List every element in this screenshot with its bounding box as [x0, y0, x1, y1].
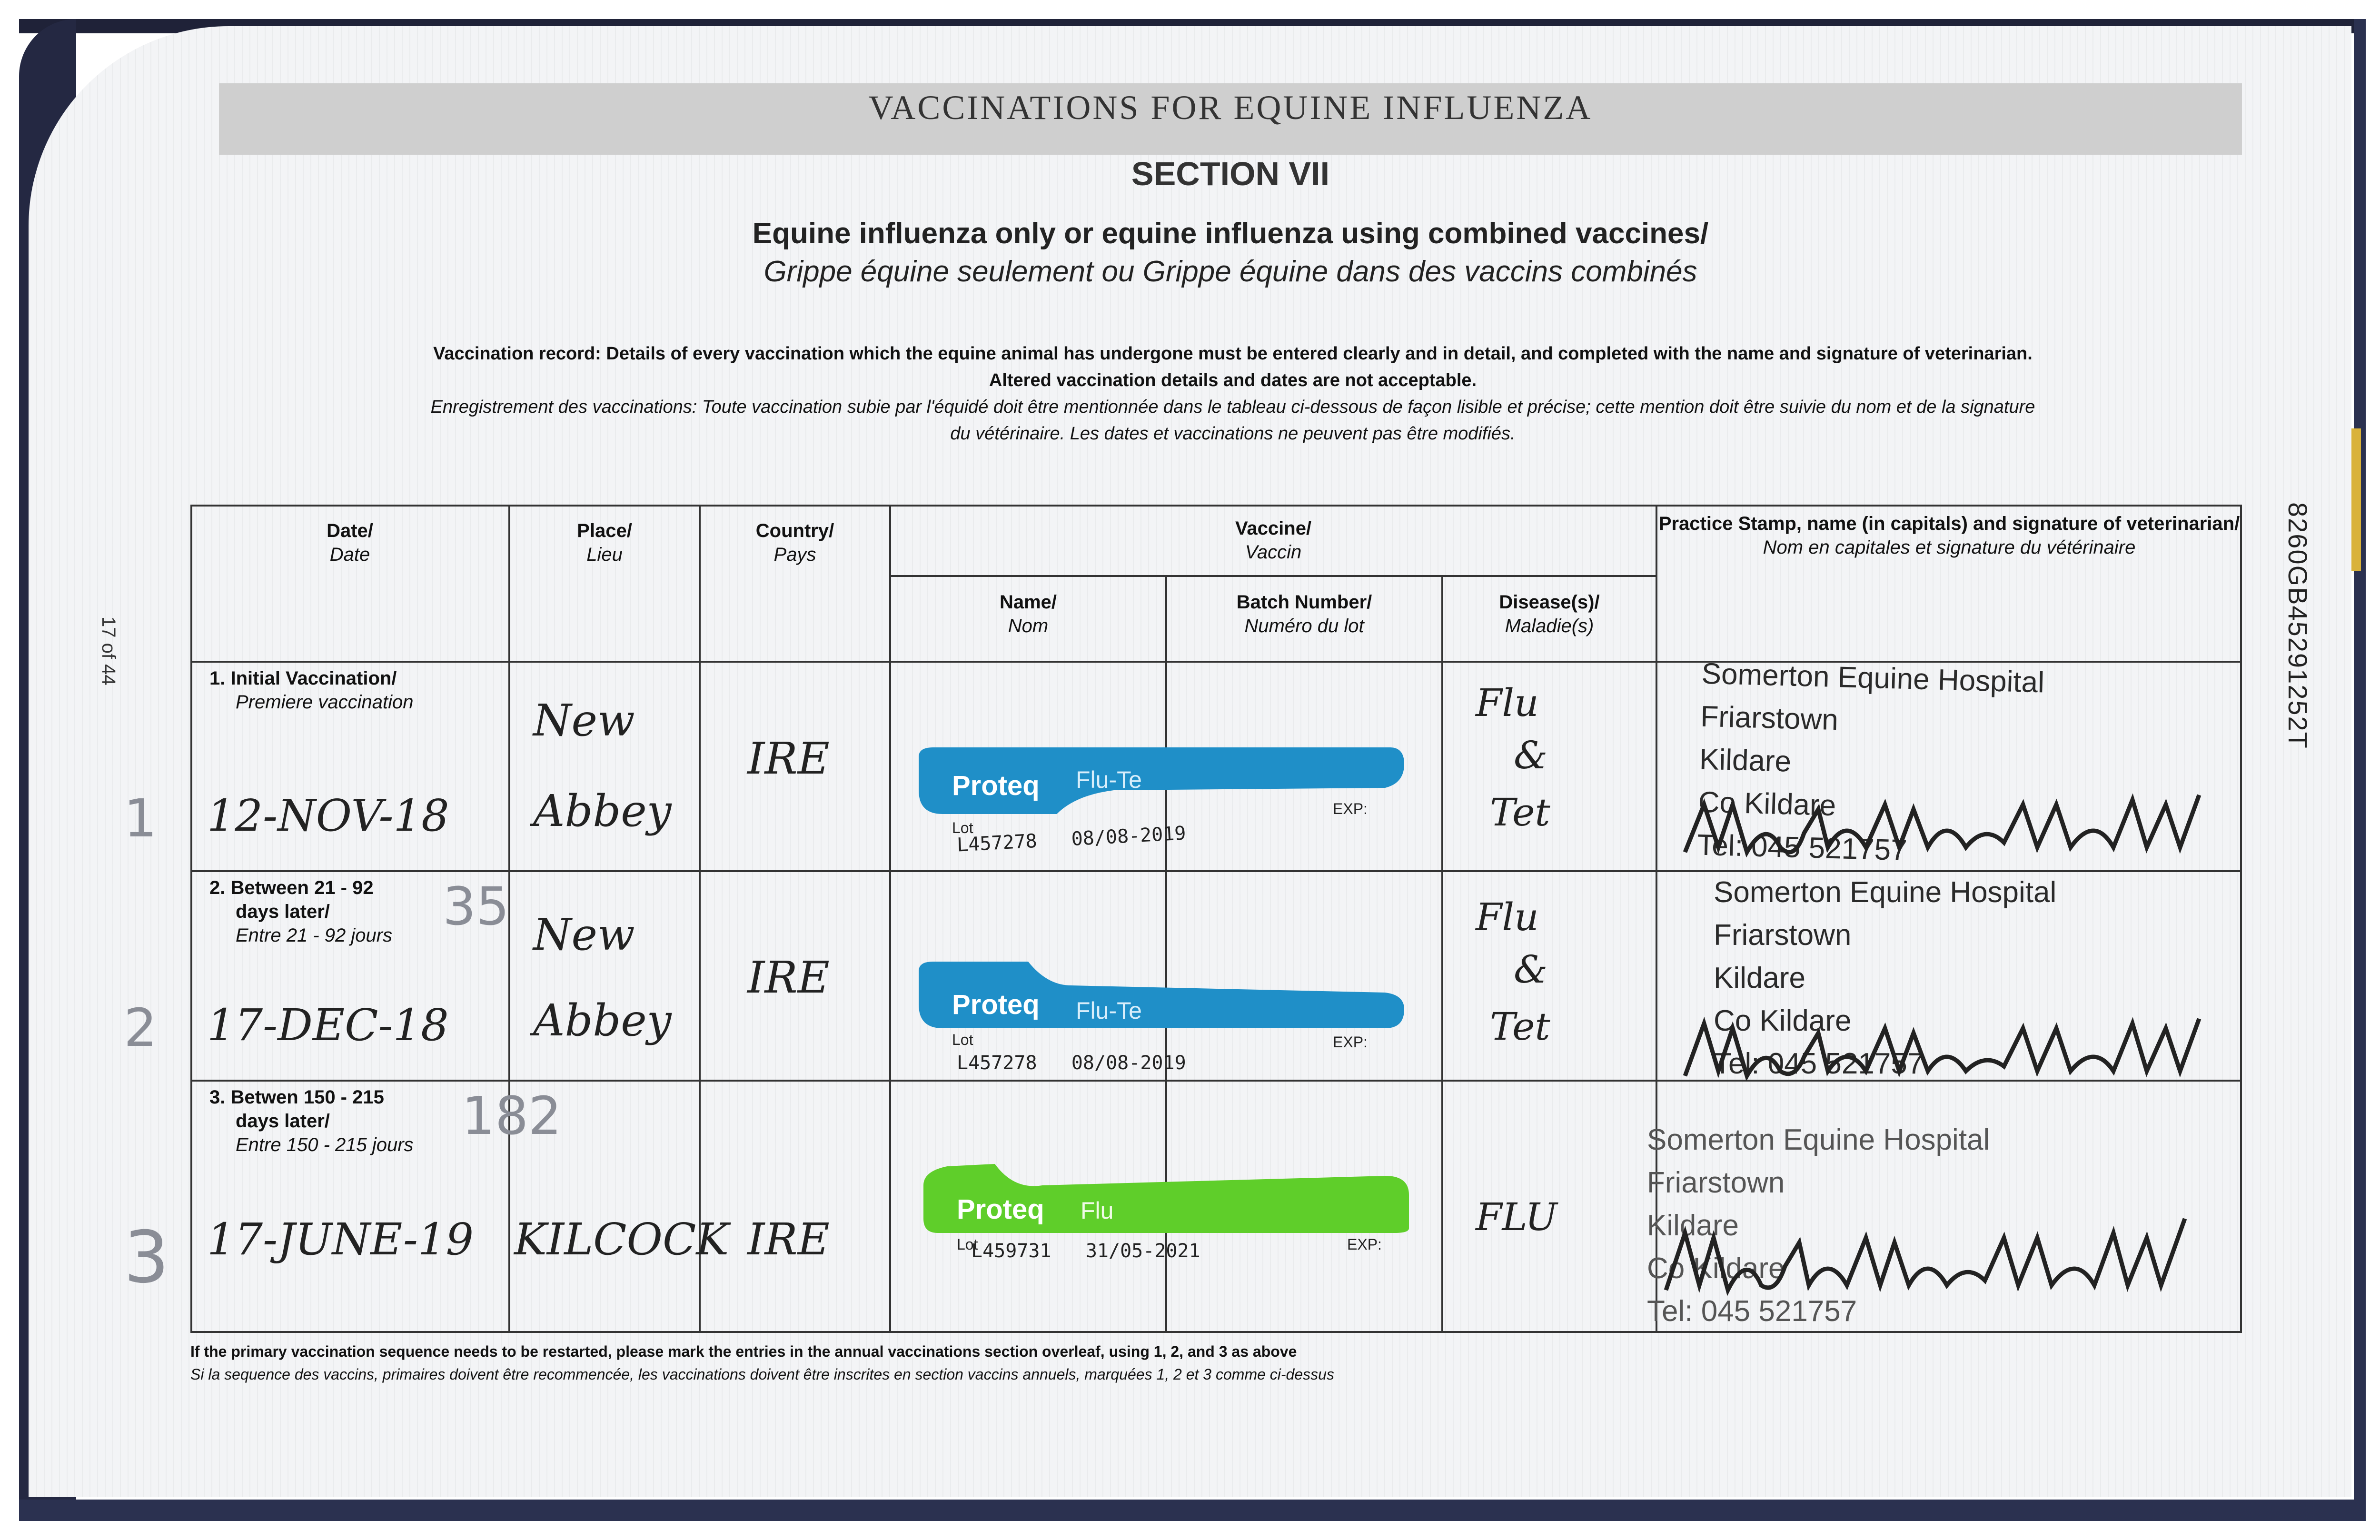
instructions-fr-line1: Enregistrement des vaccinations: Toute vaccination subie par l'équidé doit être mentionnée dans le tableau ci-dessous de façon lisible et précise; cette mention doit être suivie du nom et de la signature: [430, 397, 2035, 417]
row-2-sticker-lot-label: Lot: [952, 1031, 973, 1048]
instructions-en-line1: Vaccination record: Details of every vaccination which the equine animal has undergone must be entered clearly and in detail, and completed with the name and signature of veterinarian.: [433, 344, 2033, 364]
row-3-label-fr: Entre 150 - 215 jours: [236, 1134, 414, 1155]
binder-edge-bottom: [19, 1500, 2366, 1521]
column-country-en: Country/: [755, 520, 834, 541]
column-vaccine: [890, 517, 1656, 564]
row-3-stamp-line2: Friarstown: [1647, 1166, 1785, 1199]
row-2-label-fr: Entre 21 - 92 jours: [236, 925, 393, 946]
row-2-date: 17-DEC-18: [207, 1000, 449, 1051]
row-2-place-line1: New: [533, 909, 635, 960]
row-3-lot-number: L459731: [971, 1240, 1051, 1262]
row-3-sticker-product: Flu: [1081, 1197, 1114, 1224]
row-2-stamp-line5: Tel: 045 521757: [1714, 1047, 1924, 1080]
row-3-label-en-a: 3. Betwen 150 - 215: [209, 1087, 384, 1108]
row-1-label-fr: Premiere vaccination: [236, 692, 414, 713]
row-3-country: IRE: [747, 1214, 830, 1265]
row-2-label-en-a: 2. Between 21 - 92: [209, 877, 374, 898]
vaccination-table: [190, 505, 2242, 1333]
column-batch-en: Batch Number/: [1236, 592, 1372, 613]
row-2-disease-line2: &: [1514, 947, 1548, 992]
row-2-sticker-exp-label: EXP:: [1333, 1033, 1368, 1051]
column-name-fr: Nom: [1008, 616, 1049, 636]
column-name-en: Name/: [999, 592, 1057, 613]
row-1-label-en: 1. Initial Vaccination/: [209, 668, 397, 689]
column-date: [190, 519, 509, 566]
row-1-label: [209, 666, 414, 714]
row-2-country: IRE: [747, 952, 830, 1003]
column-name: [890, 590, 1166, 638]
row-1-country: IRE: [747, 733, 830, 784]
subtitle-english: Equine influenza only or equine influenza using combined vaccines/: [752, 217, 1709, 250]
row-3-batch: [971, 1240, 1200, 1262]
row-2-sticker-brand: Proteq: [952, 989, 1040, 1020]
footnote-fr: Si la sequence des vaccins, primaires doivent être recommencée, les vaccinations doivent être inscrites en section vaccins annuels, marquées 1, 2 et 3 comme ci-dessus: [190, 1366, 1334, 1383]
row-2-label: [209, 876, 392, 947]
section-title: SECTION VII: [1131, 155, 1330, 192]
column-place-fr: Lieu: [586, 544, 623, 565]
row-1-place-line1: New: [533, 695, 635, 746]
row-2-disease-line1: Flu: [1476, 895, 1539, 939]
row-2-disease-line3: Tet: [1490, 1004, 1550, 1049]
footnote: [190, 1340, 2237, 1386]
row-1-disease-line2: &: [1514, 733, 1548, 777]
row-2-stamp-line4: Co Kildare: [1714, 1004, 1852, 1037]
row-3-label-en-b: days later/: [236, 1111, 330, 1132]
margin-number-1: 1: [124, 788, 157, 849]
instructions-fr-line2: du vétérinaire. Les dates et vaccinations ne peuvent pas être modifiés.: [950, 424, 1516, 444]
column-disease-en: Disease(s)/: [1499, 592, 1600, 613]
column-vet-fr: Nom en capitales et signature du vétérinaire: [1763, 537, 2136, 558]
row-2-place-line2: Abbey: [533, 995, 672, 1046]
column-country-fr: Pays: [774, 544, 816, 565]
row-3-stamp-line4: Co Kildare: [1647, 1252, 1785, 1285]
column-disease-fr: Maladie(s): [1505, 616, 1594, 636]
passport-page: [29, 26, 2351, 1497]
footnote-en: If the primary vaccination sequence needs to be restarted, please mark the entries in the annual vaccinations section overleaf, using 1, 2, and 3 as above: [190, 1343, 1297, 1360]
row-1-stamp-line3: Kildare: [1699, 743, 1792, 778]
row-1-stamp-line2: Friarstown: [1700, 700, 1839, 737]
row-2-pencil-days: 35: [443, 876, 509, 937]
row-1-disease-line1: Flu: [1476, 681, 1539, 725]
row-1-date: 12-NOV-18: [207, 790, 449, 841]
row-1-stamp-line1: Somerton Equine Hospital: [1701, 657, 2045, 699]
column-date-fr: Date: [329, 544, 370, 565]
subtitle-french: Grippe équine seulement ou Grippe équine dans des vaccins combinés: [764, 255, 1697, 288]
row-1-disease-line3: Tet: [1490, 790, 1550, 835]
row-1-stamp-line5: Tel: 045 521757: [1696, 828, 1908, 867]
column-batch: [1166, 590, 1442, 638]
row-3-vet-signature: [1656, 1200, 2228, 1304]
margin-number-3: 3: [124, 1216, 169, 1299]
row-3-stamp-line3: Kildare: [1647, 1209, 1739, 1242]
row-3-date: 17-JUNE-19: [207, 1214, 474, 1265]
column-vaccine-en: Vaccine/: [1235, 518, 1312, 539]
row-3-sticker-brand: Proteq: [957, 1194, 1044, 1225]
row-2-vaccine-sticker: [914, 957, 1414, 1052]
row-1-expiry: 08/08-2019: [1071, 822, 1187, 850]
row-2-lot-number: L457278: [957, 1052, 1037, 1074]
row-1-sticker-exp-label: EXP:: [1333, 800, 1368, 817]
row-1-sticker-lot-label: Lot: [952, 819, 973, 836]
page-number: 17 of 44: [98, 616, 119, 686]
document-id: 8260GB45291252T: [2283, 502, 2313, 749]
row-1-sticker-brand: Proteq: [952, 770, 1040, 801]
binder-edge-right: [2354, 19, 2366, 1519]
column-vet: [1656, 512, 2242, 559]
column-place-en: Place/: [577, 520, 632, 541]
row-2-stamp-line2: Friarstown: [1714, 919, 1852, 952]
row-3-stamp-line1: Somerton Equine Hospital: [1647, 1123, 1990, 1156]
row-3-disease: FLU: [1476, 1195, 1557, 1239]
row-1-lot-number: L457278: [956, 830, 1038, 856]
column-date-en: Date/: [327, 520, 373, 541]
row-1-vet-signature: [1676, 776, 2223, 871]
row-2-label-en-b: days later/: [236, 901, 330, 922]
row-3-vaccine-sticker: [919, 1157, 1418, 1252]
row-3-label: [209, 1085, 414, 1157]
row-3-pencil-days: 182: [462, 1085, 562, 1146]
column-vaccine-fr: Vaccin: [1245, 542, 1302, 563]
row-3-expiry: 31/05-2021: [1085, 1240, 1200, 1262]
row-1-place-line2: Abbey: [533, 785, 672, 836]
column-country: [700, 519, 890, 566]
row-2-sticker-product: Flu-Te: [1076, 997, 1142, 1024]
column-place: [509, 519, 700, 566]
row-3-sticker-exp-label: EXP:: [1347, 1236, 1382, 1252]
row-2-stamp-line3: Kildare: [1714, 962, 1805, 994]
margin-number-2: 2: [124, 997, 157, 1058]
row-2-expiry: 08/08-2019: [1071, 1052, 1186, 1074]
instructions-en-line2: Altered vaccination details and dates are not acceptable.: [989, 370, 1477, 390]
row-1-stamp-line4: Co Kildare: [1697, 785, 1837, 823]
column-disease: [1442, 590, 1656, 638]
row-3-place: KILCOCK: [514, 1214, 729, 1265]
row-2-stamp-line1: Somerton Equine Hospital: [1714, 876, 2057, 909]
row-2-vet-signature: [1676, 1000, 2223, 1085]
row-3-stamp-line5: Tel: 045 521757: [1647, 1295, 1857, 1328]
page-title: VACCINATIONS FOR EQUINE INFLUENZA: [868, 89, 1593, 127]
column-vet-en: Practice Stamp, name (in capitals) and signature of veterinarian/: [1658, 513, 2240, 534]
column-batch-fr: Numéro du lot: [1244, 616, 1364, 636]
row-2-batch: [957, 1052, 1186, 1074]
instructions: [186, 340, 2280, 447]
row-3-sticker-lot-label: Lot: [957, 1236, 978, 1252]
row-1-sticker-product: Flu-Te: [1076, 766, 1142, 793]
